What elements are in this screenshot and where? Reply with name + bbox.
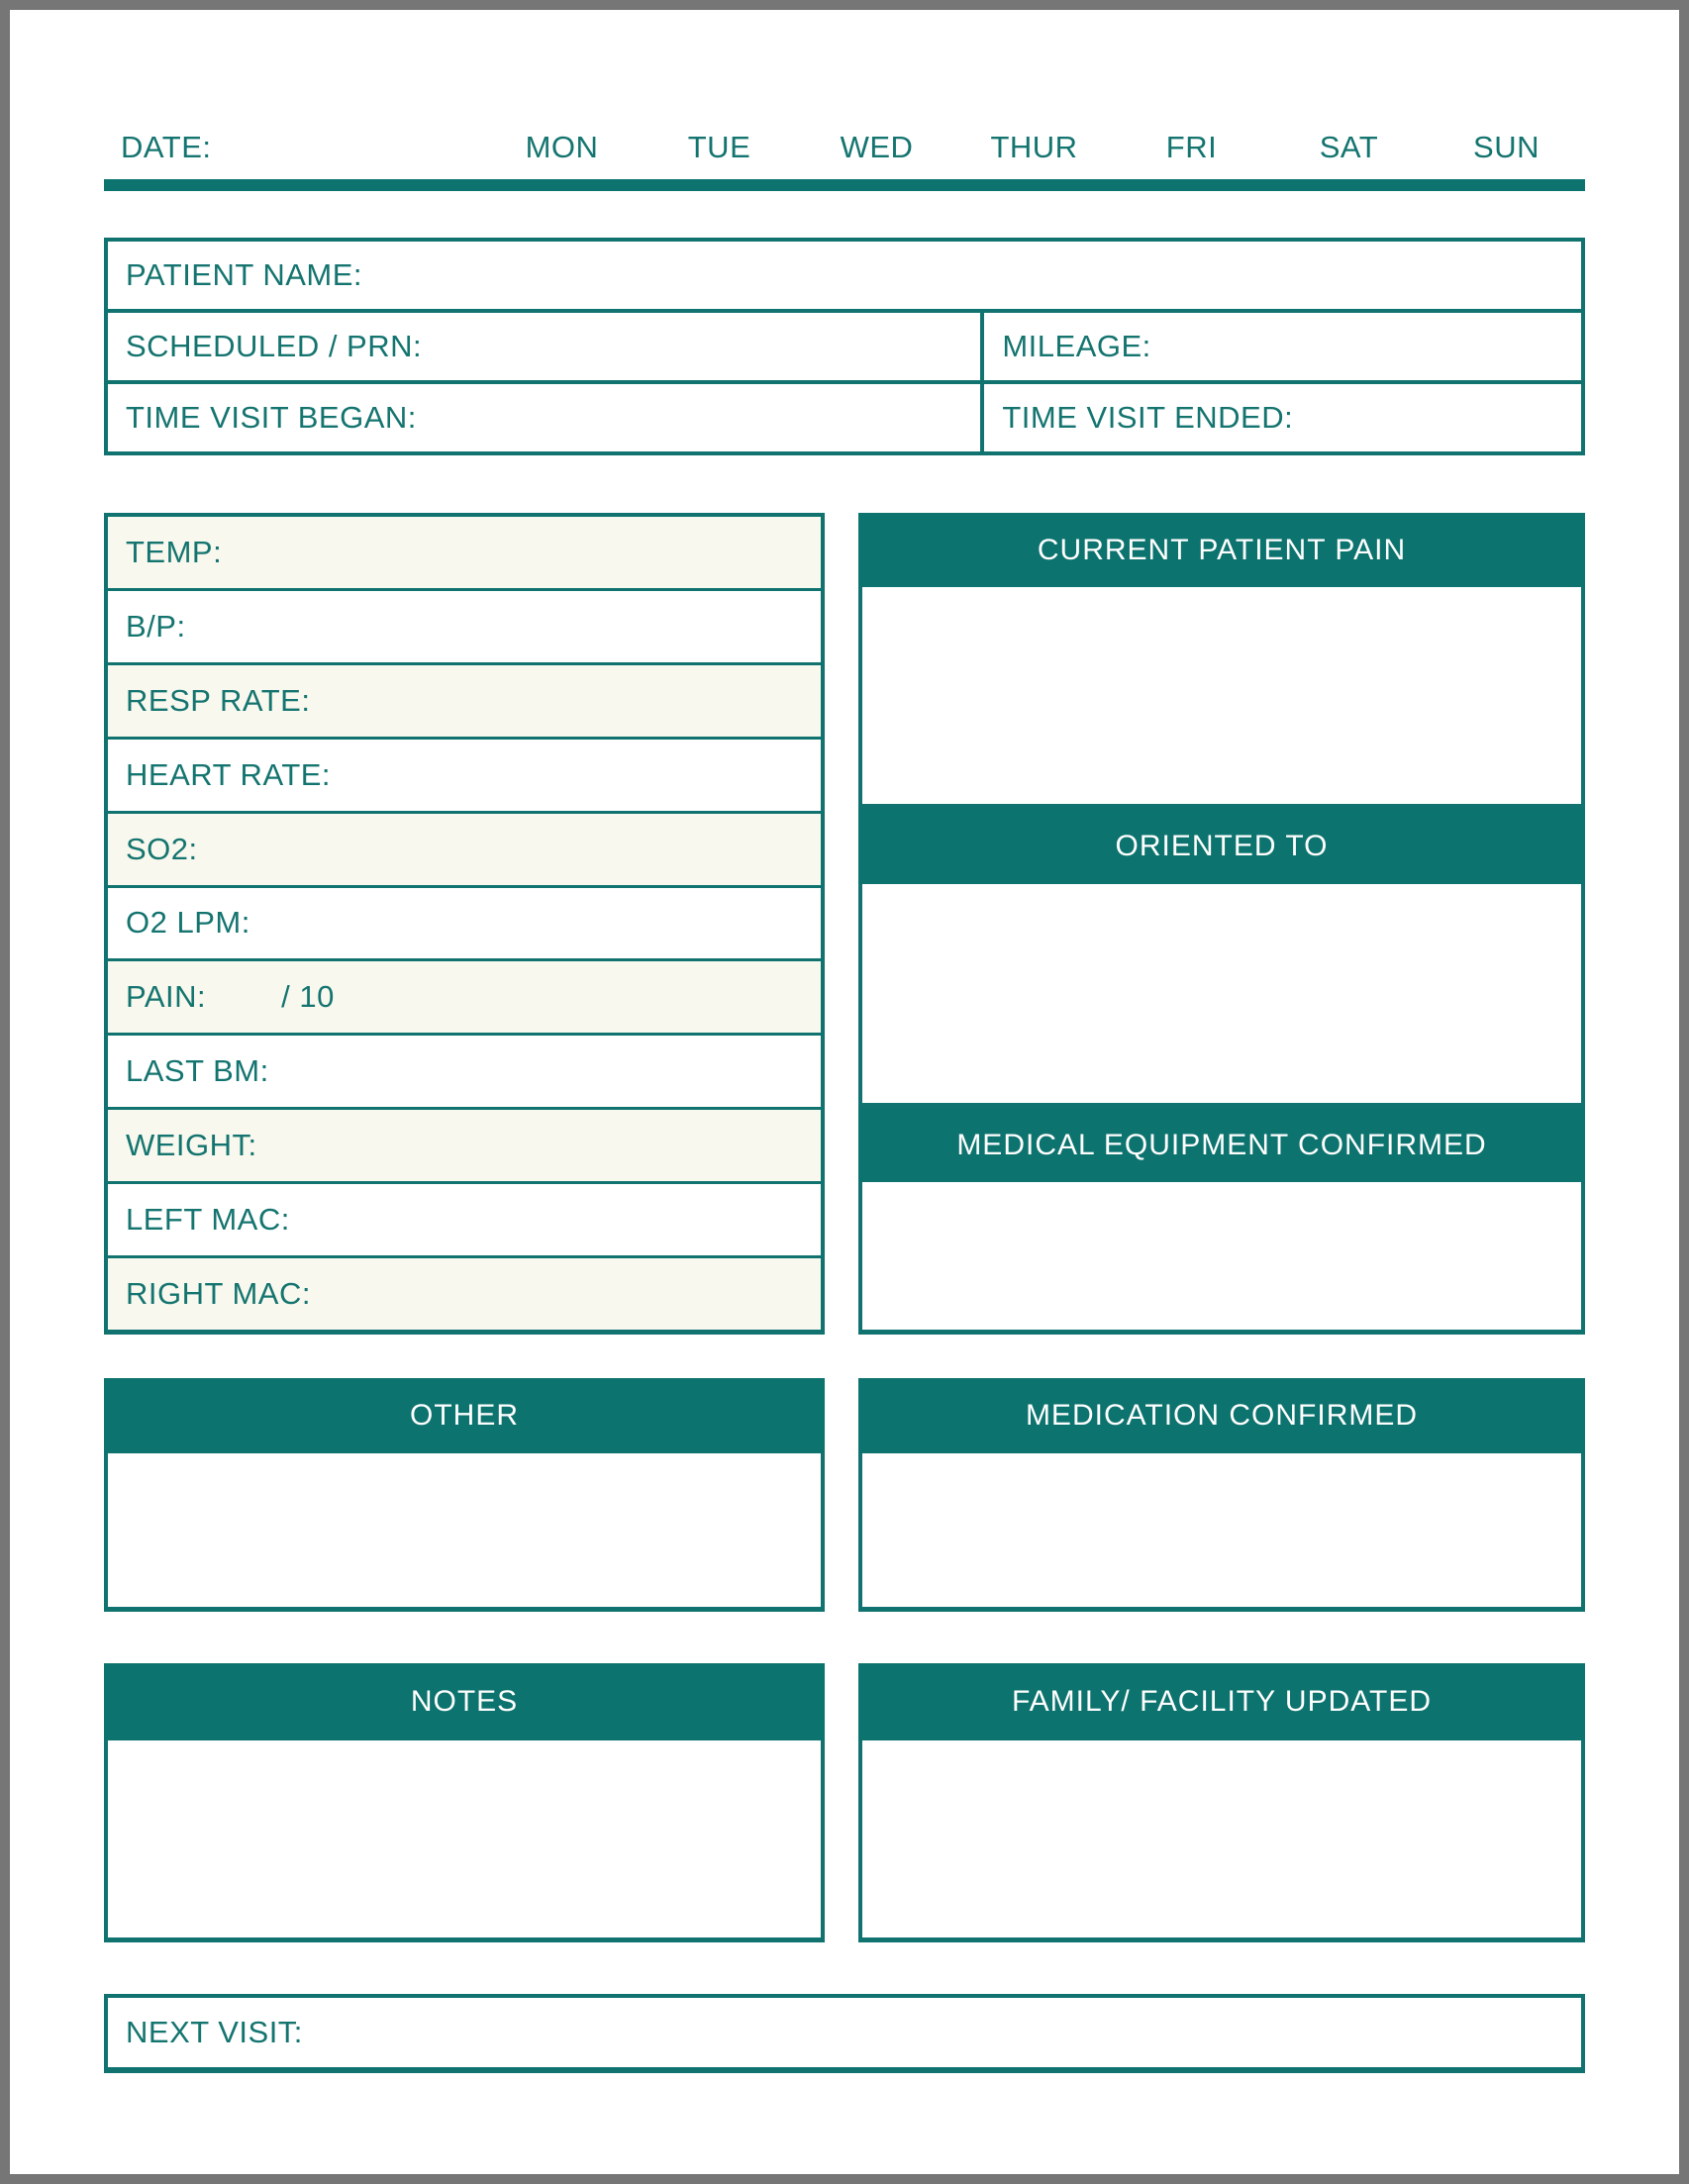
right-mac-label: RIGHT MAC: [126, 1276, 311, 1312]
time-visit-began-label: TIME VISIT BEGAN: [126, 400, 417, 435]
current-patient-pain-header: CURRENT PATIENT PAIN [858, 513, 1585, 587]
vitals-row-weight [108, 1107, 821, 1181]
medical-equipment-confirmed-fill-area[interactable] [858, 1182, 1585, 1335]
vitals-row-bp [108, 588, 821, 662]
day-label-sat[interactable]: SAT [1319, 130, 1379, 164]
date-label: DATE: [121, 130, 212, 164]
vitals-row-pain [108, 958, 821, 1033]
scheduled-mileage-row [108, 309, 1581, 380]
day-label-mon[interactable]: MON [525, 130, 599, 164]
right-panel-stack [858, 513, 1585, 1335]
bp-label: B/P: [126, 608, 186, 644]
weight-fill-area[interactable] [257, 1141, 821, 1150]
notes-section [104, 1663, 825, 1942]
o2-lpm-fill-area[interactable] [250, 918, 821, 928]
medical-equipment-confirmed-header: MEDICAL EQUIPMENT CONFIRMED [858, 1108, 1585, 1182]
day-label-tue[interactable]: TUE [687, 130, 751, 164]
medication-confirmed-header: MEDICATION CONFIRMED [858, 1378, 1585, 1453]
mileage-fill-area[interactable] [1151, 342, 1581, 351]
visit-times-row [108, 380, 1581, 451]
time-visit-ended-label: TIME VISIT ENDED: [1002, 400, 1294, 435]
bp-fill-area[interactable] [186, 622, 821, 632]
vitals-row-temp [108, 517, 821, 588]
family-facility-updated-section [858, 1663, 1585, 1942]
resp-rate-label: RESP RATE: [126, 682, 311, 718]
vitals-row-so2 [108, 811, 821, 885]
notes-header: NOTES [104, 1663, 825, 1740]
left-mac-label: LEFT MAC: [126, 1202, 290, 1238]
patient-name-fill-area[interactable] [362, 270, 1581, 280]
time-visit-began-fill-area[interactable] [417, 413, 980, 423]
pain-fill-area[interactable] [335, 992, 821, 1002]
vitals-table [104, 513, 825, 1335]
current-patient-pain-section [858, 513, 1585, 809]
other-header: OTHER [104, 1378, 825, 1453]
so2-label: SO2: [126, 831, 198, 866]
last-bm-fill-area[interactable] [269, 1066, 821, 1076]
family-facility-updated-header: FAMILY/ FACILITY UPDATED [858, 1663, 1585, 1740]
vitals-row-resp-rate [108, 662, 821, 737]
so2-fill-area[interactable] [198, 844, 821, 854]
day-label-wed[interactable]: WED [840, 130, 914, 164]
vitals-row-right-mac [108, 1255, 821, 1330]
weight-label: WEIGHT: [126, 1128, 257, 1163]
vitals-row-o2-lpm [108, 885, 821, 959]
other-section [104, 1378, 825, 1612]
oriented-to-section [858, 809, 1585, 1108]
pain-label: PAIN: [126, 979, 207, 1015]
day-label-fri[interactable]: FRI [1165, 130, 1218, 164]
pain-scale-suffix: / 10 [281, 979, 335, 1015]
last-bm-label: LAST BM: [126, 1053, 269, 1089]
family-facility-updated-fill-area[interactable] [858, 1740, 1585, 1942]
left-mac-fill-area[interactable] [290, 1215, 821, 1225]
temp-label: TEMP: [126, 534, 223, 569]
scheduled-prn-label: SCHEDULED / PRN: [126, 329, 423, 363]
heart-rate-label: HEART RATE: [126, 756, 332, 792]
next-visit-fill-area[interactable] [303, 2028, 1581, 2037]
vitals-row-heart-rate [108, 737, 821, 811]
heart-rate-fill-area[interactable] [331, 770, 821, 780]
current-patient-pain-fill-area[interactable] [858, 587, 1585, 809]
date-header-row [104, 125, 1585, 170]
medication-confirmed-fill-area[interactable] [858, 1453, 1585, 1612]
next-visit-label: NEXT VISIT: [126, 2015, 303, 2049]
day-label-sun[interactable]: SUN [1473, 130, 1540, 164]
time-visit-ended-fill-area[interactable] [1293, 413, 1581, 423]
o2-lpm-label: O2 LPM: [126, 905, 250, 941]
vitals-row-left-mac [108, 1181, 821, 1255]
patient-info-table [104, 238, 1585, 455]
medication-confirmed-section [858, 1378, 1585, 1612]
header-rule [104, 179, 1585, 191]
mileage-label: MILEAGE: [1002, 329, 1151, 363]
patient-name-row [108, 242, 1581, 309]
patient-name-label: PATIENT NAME: [126, 257, 363, 292]
notes-fill-area[interactable] [104, 1740, 825, 1942]
medical-equipment-confirmed-section [858, 1108, 1585, 1335]
temp-fill-area[interactable] [222, 547, 821, 557]
other-fill-area[interactable] [104, 1453, 825, 1612]
oriented-to-fill-area[interactable] [858, 884, 1585, 1108]
next-visit-box [104, 1994, 1585, 2073]
oriented-to-header: ORIENTED TO [858, 809, 1585, 884]
vitals-row-last-bm [108, 1033, 821, 1107]
day-label-thur[interactable]: THUR [990, 130, 1078, 164]
weekday-row [483, 125, 1585, 170]
resp-rate-fill-area[interactable] [310, 696, 821, 706]
scheduled-prn-fill-area[interactable] [422, 342, 980, 351]
right-mac-fill-area[interactable] [311, 1289, 821, 1299]
